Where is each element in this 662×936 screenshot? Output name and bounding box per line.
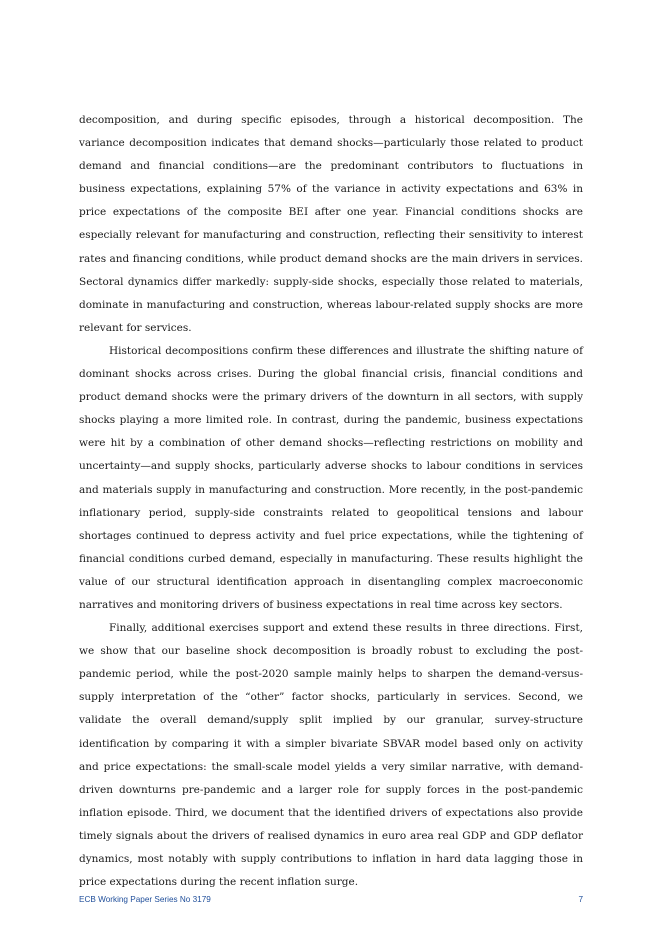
- footer-series-title: ECB Working Paper Series No 3179: [79, 895, 211, 904]
- paragraph-2: Historical decompositions confirm these differences and illustrate the shifting nature of dominant shocks across crises. During the global financial crisis, financial conditions and product demand shocks were the primary drivers of the downturn in all sectors, with supply shocks playing a more limited role. In contrast, during the pandemic, business expectations were hit by a combination of other demand shocks—reflecting restrictions on mobility and uncertainty—and supply shocks, particularly adverse shocks to labour conditions in services and materials supply in manufacturing and construction. More recently, in the post-pandemic inflationary period, supply-side constraints related to geopolitical tensions and labour shortages continued to depress activity and fuel price expectations, while the tightening of financial conditions curbed demand, especially in manufacturing. These results highlight the value of our structural identification approach in disentangling complex macroeconomic narratives and monitoring drivers of business expectations in real time across key sectors.: [79, 344, 583, 611]
- footer-page-number: 7: [578, 895, 583, 904]
- paragraph-1: decomposition, and during specific episodes, through a historical decomposition. The variance decomposition indicates that demand shocks—particularly those related to product demand and financial conditions—are the predominant contributors to fluctuations in business expectations, explaining 57% of the variance in activity expectations and 63% in price expectations of the composite BEI after one year. Financial conditions shocks are especially relevant for manufacturing and construction, reflecting their sensitivity to interest rates and financing conditions, while product demand shocks are the main drivers in services. Sectoral dynamics differ markedly: supply-side shocks, especially those related to materials, dominate in manufacturing and construction, whereas labour-related supply shocks are more relevant for services.: [79, 114, 583, 334]
- body-text: [79, 109, 583, 894]
- paragraph-3: Finally, additional exercises support and extend these results in three directions. First, we show that our baseline shock decomposition is broadly robust to excluding the post-pandemic period, while the post-2020 sample mainly helps to sharpen the demand-versus-supply interpretation of the “other” factor shocks, particularly in services. Second, we validate the overall demand/supply split implied by our granular, survey-structure identification by comparing it with a simpler bivariate SBVAR model based only on activity and price expectations: the small-scale model yields a very similar narrative, with demand-driven downturns pre-pandemic and a larger role for supply forces in the post-pandemic inflation episode. Third, we document that the identified drivers of expectations also provide timely signals about the drivers of realised dynamics in euro area real GDP and GDP deflator dynamics, most notably with supply contributions to inflation in hard data lagging those in price expectations during the recent inflation surge.: [79, 622, 583, 889]
